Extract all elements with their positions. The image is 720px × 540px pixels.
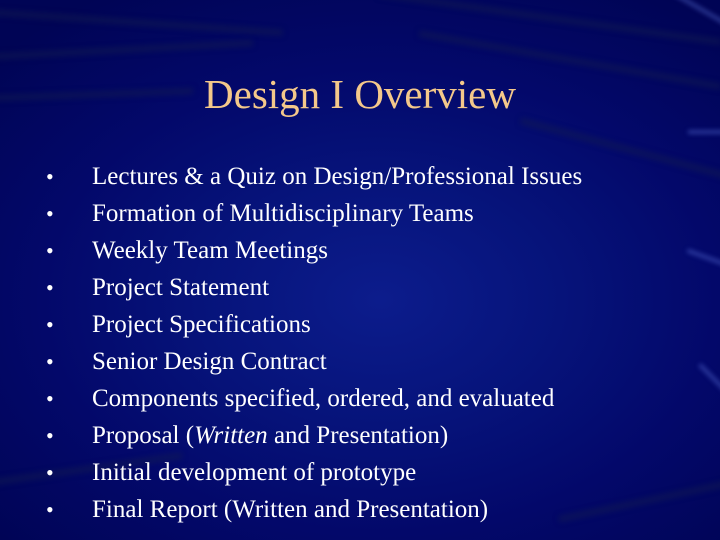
bullet-text: Formation of Multidisciplinary Teams <box>92 200 474 227</box>
bullet-item <box>42 380 582 417</box>
background-streak <box>689 251 720 265</box>
background-streak <box>701 366 720 390</box>
bullet-icon: • <box>46 497 54 522</box>
bullet-item <box>42 491 582 528</box>
bullet-icon: • <box>46 238 54 263</box>
bullet-text: Weekly Team Meetings <box>92 237 328 264</box>
bullet-text <box>92 417 448 454</box>
background-streak <box>562 481 720 518</box>
bullet-item <box>42 343 582 380</box>
bullet-icon: • <box>46 349 54 374</box>
background-streak <box>0 43 250 57</box>
bullet-icon: • <box>46 164 54 189</box>
bullet-icon: • <box>46 275 54 300</box>
bullet-icon: • <box>46 386 54 411</box>
bullet-icon: • <box>46 460 54 485</box>
bullet-item <box>42 232 582 269</box>
bullet-item <box>42 306 582 343</box>
bullet-item <box>42 269 582 306</box>
bullet-icon: • <box>46 423 54 448</box>
background-streak <box>0 12 280 33</box>
background-streak <box>646 0 720 23</box>
bullet-text: Project Statement <box>92 274 270 301</box>
bullet-text: Project Specifications <box>92 311 311 338</box>
bullet-text: Lectures & a Quiz on Design/Professional Issues <box>92 163 583 190</box>
bullet-item <box>42 454 582 491</box>
bullet-icon: • <box>46 201 54 226</box>
bullet-list <box>42 158 582 528</box>
bullet-item <box>42 417 582 454</box>
bullet-text: Initial development of prototype <box>92 459 417 486</box>
bullet-text-part: Proposal ( <box>92 422 195 449</box>
bullet-icon: • <box>46 312 54 337</box>
bullet-text: Components specified, ordered, and evaluated <box>92 385 555 412</box>
bullet-item <box>42 158 582 195</box>
bullet-text: Senior Design Contract <box>92 348 327 375</box>
bullet-text-part: and Presentation) <box>267 422 449 449</box>
background-streak <box>382 0 719 42</box>
bullet-text: Final Report (Written and Presentation) <box>92 496 489 523</box>
slide-title: Design I Overview <box>204 71 516 117</box>
bullet-item <box>42 195 582 232</box>
bullet-text-emphasis: Written <box>194 422 268 449</box>
